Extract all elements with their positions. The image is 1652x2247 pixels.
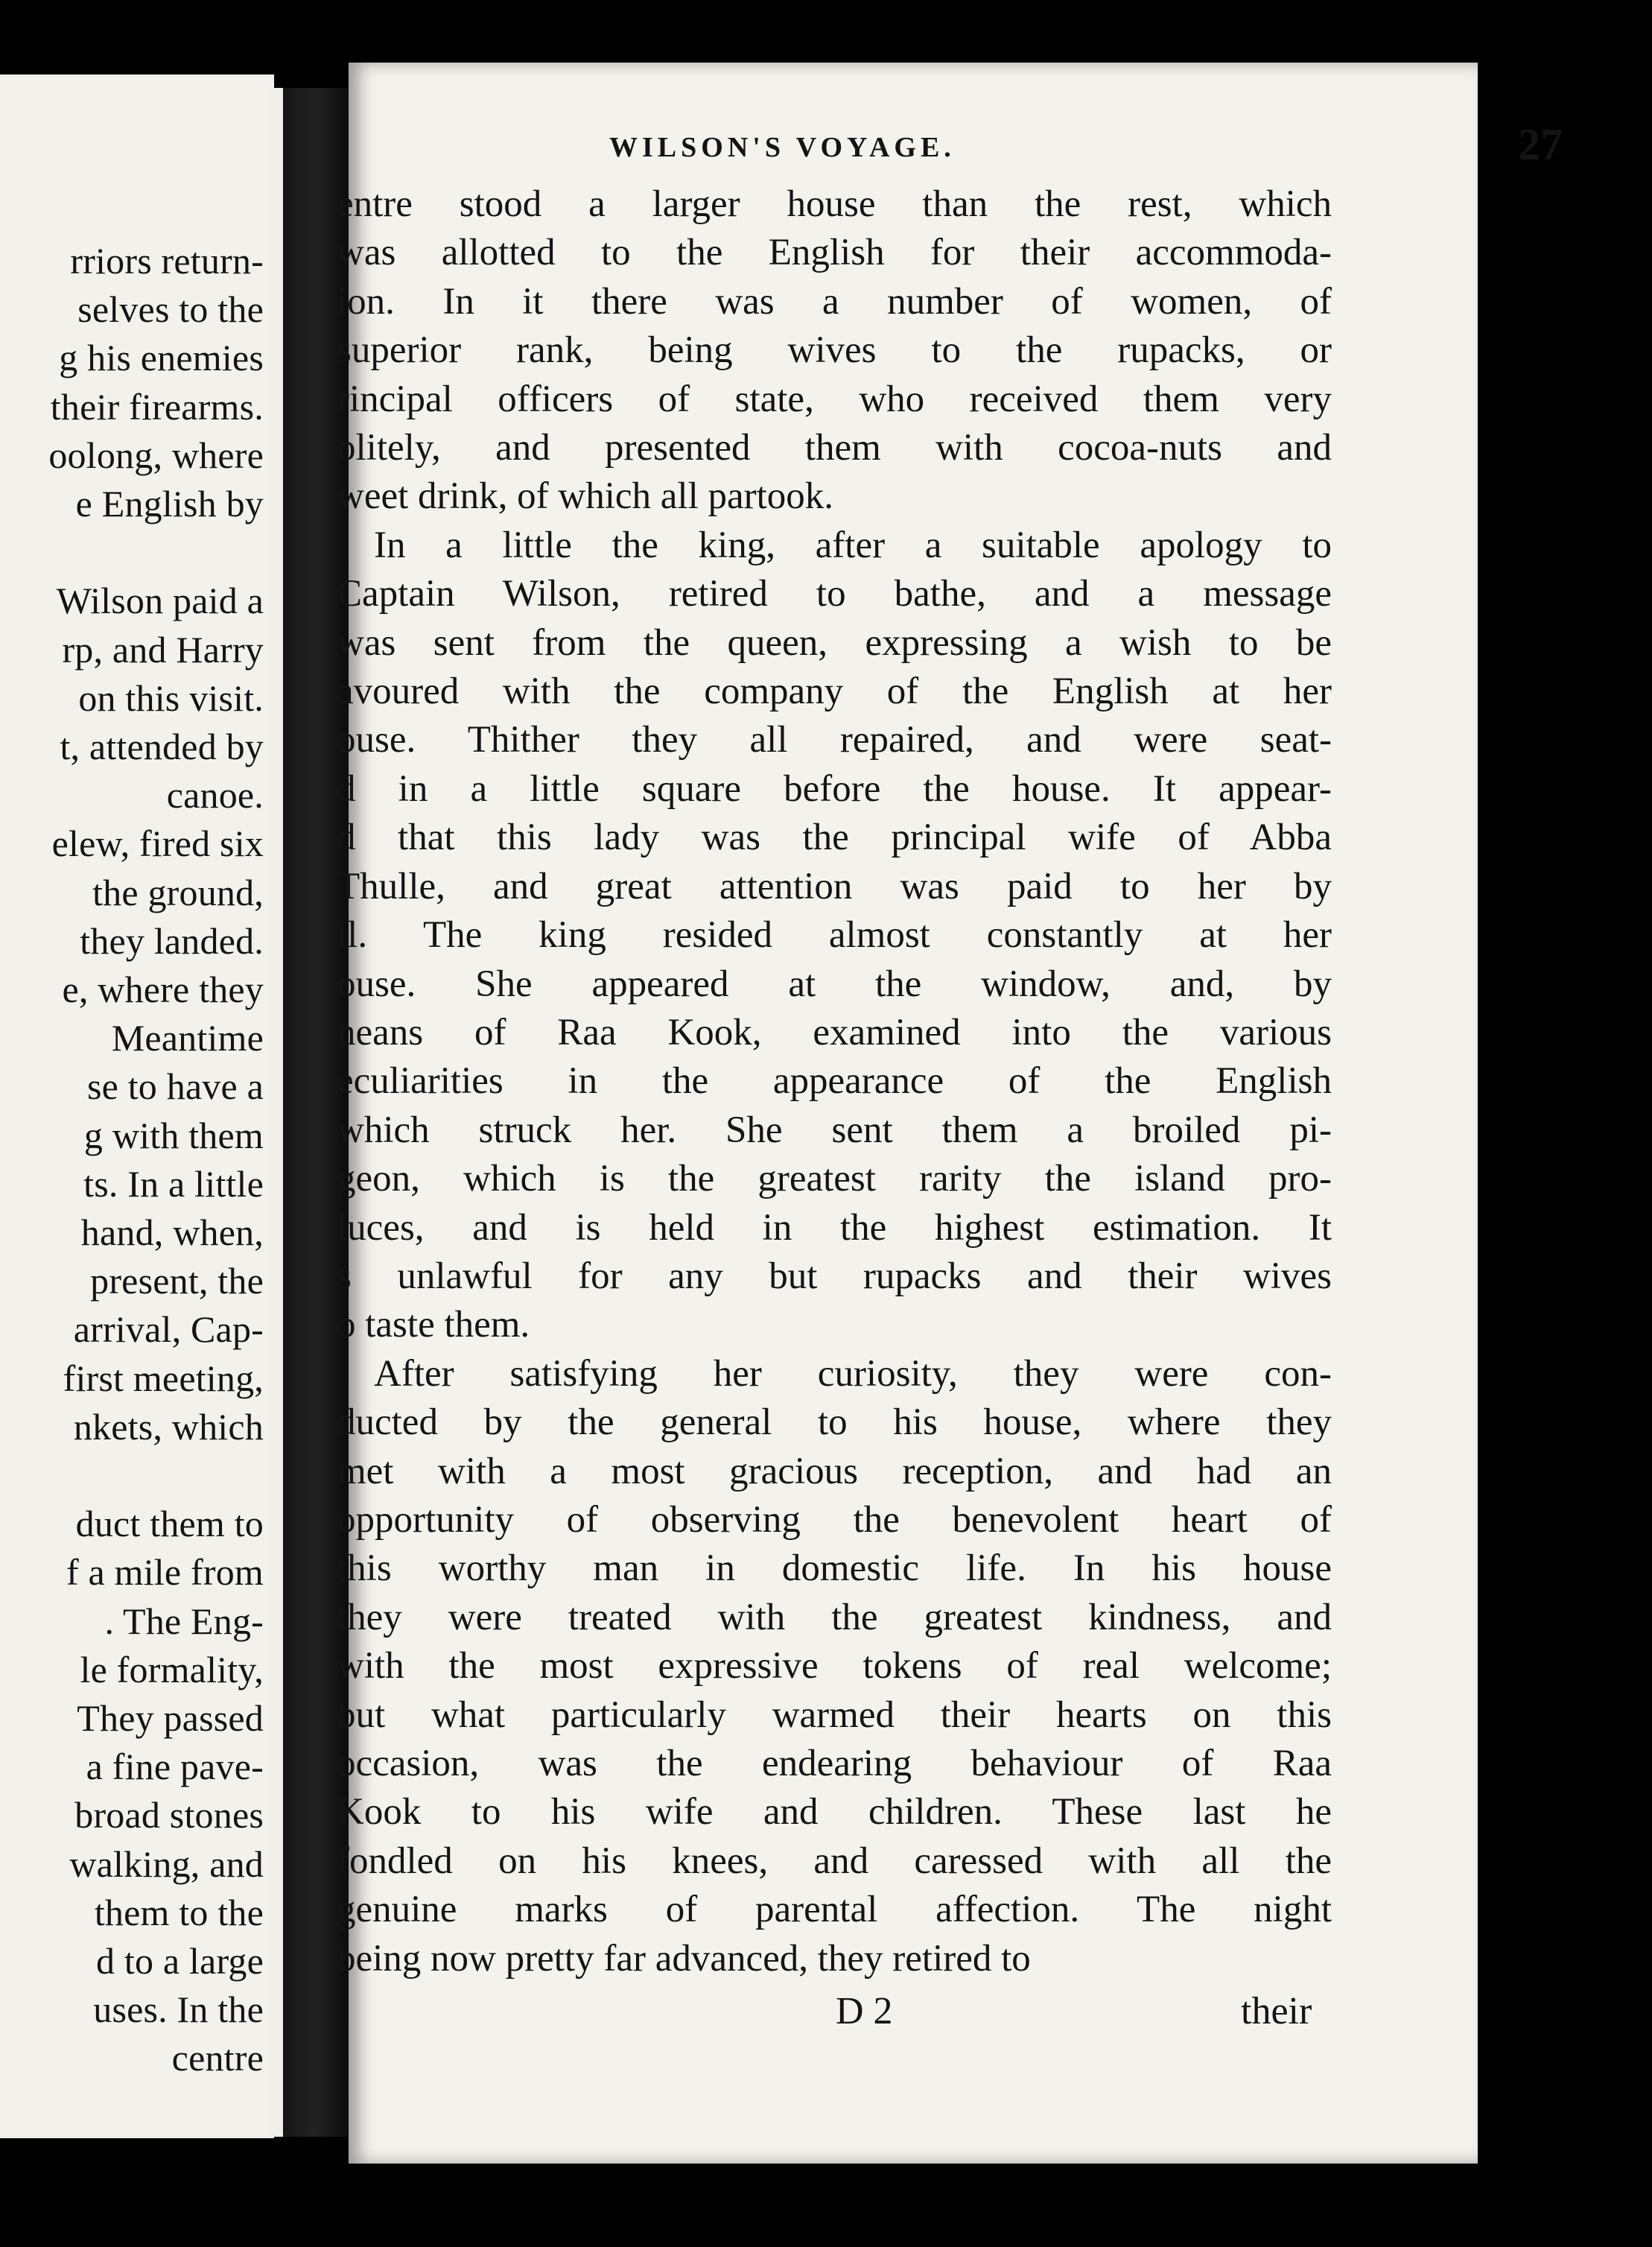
text-line: weet drink, of which all partook.: [337, 475, 834, 518]
left-page-edge: [270, 88, 283, 2137]
left-text-line: rriors return-: [70, 240, 264, 282]
text-line: In a little the king, after a suitable apology to: [374, 524, 1332, 566]
text-line: neans of Raa Kook, examined into the various: [337, 1011, 1332, 1053]
left-text-line: e English by: [75, 483, 264, 525]
text-line: eculiarities in the appearance of the English: [337, 1060, 1332, 1103]
text-line: entre stood a larger house than the rest, which: [337, 183, 1332, 225]
text-line: luces, and is held in the highest estimation. It: [337, 1206, 1332, 1249]
text-line: Captain Wilson, retired to bathe, and a message: [337, 573, 1332, 615]
left-text-line: le formality,: [80, 1648, 264, 1690]
left-text-line: canoe.: [166, 774, 264, 817]
text-line: Thulle, and great attention was paid to her by: [337, 865, 1332, 907]
left-text-line: ts. In a little: [83, 1162, 264, 1205]
left-text-line: Wilson paid a: [56, 580, 264, 622]
left-text-line: them to the: [94, 1891, 264, 1933]
left-page-fragment: [0, 75, 274, 2138]
text-line: s unlawful for any but rupacks and their wives: [337, 1255, 1332, 1297]
page-footer: [349, 1989, 1347, 2049]
text-line: being now pretty far advanced, they retired to: [337, 1937, 1031, 1980]
catchword: their: [1241, 1990, 1312, 2032]
left-text-line: elew, fired six: [51, 823, 264, 865]
left-text-line: t, attended by: [60, 726, 264, 768]
left-text-line: g his enemies: [59, 337, 264, 379]
text-line: they were treated with the greatest kindness, and: [337, 1596, 1332, 1638]
left-text-line: centre: [171, 2037, 264, 2079]
text-line: genuine marks of parental affection. The night: [337, 1889, 1332, 1931]
text-line: occasion, was the endearing behaviour of Raa: [337, 1743, 1332, 1784]
text-line: o taste them.: [337, 1304, 530, 1346]
left-text-line: a fine pave-: [86, 1746, 264, 1788]
page-number: 27: [1518, 120, 1563, 169]
text-line: opportunity of observing the benevolent heart of: [337, 1498, 1332, 1541]
text-line: was allotted to the English for their accommoda-: [337, 232, 1332, 274]
text-line: was sent from the queen, expressing a wish to be: [337, 621, 1332, 664]
text-line: ll. The king resided almost constantly at her: [337, 914, 1332, 957]
left-text-line: their firearms.: [50, 385, 264, 428]
left-text-line: They passed: [77, 1697, 264, 1740]
left-text-line: they landed.: [80, 919, 264, 962]
text-line: ducted by the general to his house, where they: [337, 1401, 1332, 1444]
left-text-line: the ground,: [92, 871, 264, 913]
text-line: rincipal officers of state, who received them very: [337, 378, 1332, 420]
text-line: superior rank, being wives to the rupacks, or: [337, 329, 1332, 372]
left-text-line: broad stones: [74, 1794, 264, 1836]
blank-line: [0, 1451, 264, 1500]
left-text-line: f a mile from: [66, 1551, 264, 1594]
left-text-line: hand, when,: [80, 1211, 264, 1254]
left-page-text: [0, 237, 264, 2083]
text-line: d that this lady was the principal wife of Abba: [337, 817, 1332, 859]
text-line: but what particularly warmed their hearts on this: [337, 1693, 1332, 1736]
page-header: [609, 119, 1652, 179]
left-text-line: nkets, which: [73, 1405, 264, 1448]
left-text-line: on this visit.: [78, 676, 264, 719]
left-text-line: . The Eng-: [104, 1600, 264, 1642]
left-text-line: walking, and: [69, 1842, 264, 1885]
left-text-line: g with them: [83, 1114, 264, 1156]
blank-line: [0, 528, 264, 577]
left-text-line: Meantime: [111, 1017, 264, 1059]
right-page: [337, 63, 1563, 2164]
left-text-line: oolong, where: [48, 434, 264, 476]
left-text-line: duct them to: [75, 1503, 264, 1545]
text-line: After satisfying her curiosity, they were con-: [374, 1352, 1332, 1395]
signature-mark: D 2: [836, 1990, 893, 2032]
running-head: WILSON'S VOYAGE.: [609, 132, 956, 163]
text-line: geon, which is the greatest rarity the island pro-: [337, 1158, 1332, 1200]
text-line: ouse. Thither they all repaired, and were seat-: [337, 719, 1332, 761]
text-line: olitely, and presented them with cocoa-nuts and: [337, 427, 1332, 469]
text-line: Kook to his wife and children. These last he: [337, 1791, 1332, 1834]
left-text-line: first meeting,: [63, 1357, 264, 1399]
text-line: d in a little square before the house. It appear-: [337, 767, 1332, 810]
left-text-line: e, where they: [62, 969, 264, 1011]
text-line: with the most expressive tokens of real welcome;: [337, 1645, 1332, 1687]
text-line: this worthy man in domestic life. In his house: [337, 1547, 1332, 1590]
left-text-line: selves to the: [77, 288, 264, 331]
left-text-line: uses. In the: [93, 1988, 264, 2031]
left-text-line: present, the: [90, 1260, 264, 1302]
page-body-text: [337, 180, 1332, 1983]
text-line: which struck her. She sent them a broiled pi-: [337, 1109, 1332, 1151]
text-line: ouse. She appeared at the window, and, by: [337, 963, 1332, 1005]
text-line: ion. In it there was a number of women, of: [337, 280, 1332, 323]
left-text-line: rp, and Harry: [62, 628, 264, 671]
text-line: fondled on his knees, and caressed with all the: [337, 1839, 1332, 1882]
left-text-line: se to have a: [86, 1065, 264, 1108]
text-line: met with a most gracious reception, and had an: [337, 1450, 1332, 1492]
left-text-line: arrival, Cap-: [73, 1308, 264, 1351]
left-text-line: d to a large: [95, 1940, 264, 1983]
text-line: avoured with the company of the English at her: [337, 671, 1332, 713]
